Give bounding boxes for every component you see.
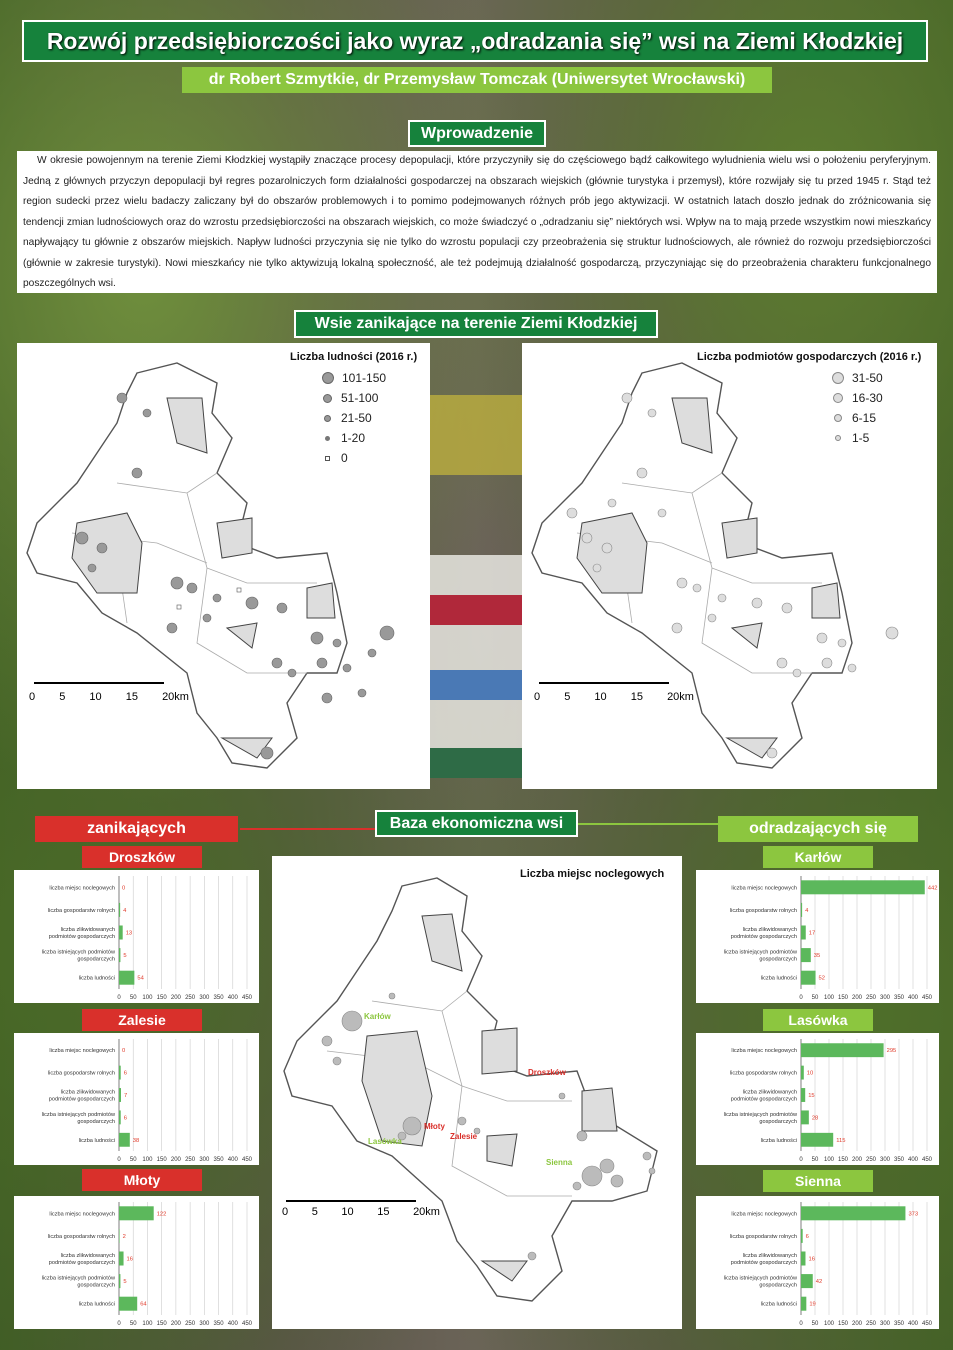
village-label-lasowka: Lasówka [368,1137,402,1146]
scale-label: 5 [59,691,66,703]
label-reviving-villages: odradzających się [718,816,918,842]
category-label: liczba ludności [78,1137,115,1144]
bar [801,1229,803,1243]
tick-label: 250 [185,995,196,1001]
chart-mloty [14,1196,259,1329]
legend-item [322,448,386,468]
scale-label: 20km [667,691,694,703]
chart-title-sienna: Sienna [763,1170,873,1192]
data-label: 2 [122,1233,126,1240]
tick-label: 350 [893,1321,905,1327]
village-label-droszkow: Droszków [528,1068,566,1077]
category-label: liczba istniejących podmiotów [723,1275,797,1282]
category-label: gospodarczych [77,1282,115,1289]
tick-label: 100 [142,1157,153,1163]
legend-label: 51-100 [341,391,379,405]
tick-label: 450 [921,995,933,1001]
bar [119,1088,121,1102]
category-label: podmiotów gospodarczych [730,934,797,940]
bar [119,903,120,917]
tick-label: 250 [185,1321,196,1327]
bar [119,1133,130,1147]
scale-label: 5 [564,691,571,703]
category-label: liczba zlikwidowanych [60,927,115,933]
tick-label: 50 [129,1321,137,1327]
bar [801,948,811,962]
category-label: liczba ludności [760,1301,797,1308]
tick-label: 400 [227,1321,238,1327]
category-label: liczba miejsc noclegowych [731,885,797,892]
map-businesses-legend [832,368,883,448]
tick-label: 200 [851,1321,863,1327]
legend-item [832,368,883,388]
tick-label: 400 [907,1157,919,1163]
scale-labels [534,691,694,703]
tick-label: 0 [117,1321,121,1327]
data-label: 54 [137,975,144,982]
poster-title: Rozwój przedsiębiorczości jako wyraz „odradzania się” wsi na Ziemi Kłodzkiej [22,20,928,62]
intro-heading: Wprowadzenie [408,120,546,147]
chart-zalesie [14,1033,259,1165]
map-accommodation [272,856,682,1329]
scale-labels [282,1206,440,1218]
tick-label: 100 [823,1157,835,1163]
tick-label: 200 [851,1157,863,1163]
chart-karlow [696,870,939,1003]
data-label: 15 [808,1093,815,1099]
legend-label: 1-5 [852,431,870,445]
chart-droszkow [14,870,259,1003]
tick-label: 0 [117,1157,121,1163]
map-accommodation-title: Liczba miejsc noclegowych [520,868,665,880]
tick-label: 150 [837,1157,849,1163]
tick-label: 150 [837,995,849,1001]
tick-label: 150 [156,1321,167,1327]
map-population [17,343,430,789]
data-label: 295 [886,1048,897,1055]
scale-label: 0 [282,1206,289,1218]
data-label: 52 [818,975,826,982]
tick-label: 450 [241,995,253,1001]
data-label: 10 [806,1070,814,1077]
data-label: 35 [813,953,821,960]
category-label: podmiotów gospodarczych [48,1096,115,1103]
category-label: liczba zlikwidowanych [60,1089,115,1096]
data-label: 42 [815,1279,823,1286]
legend-label: 31-50 [852,371,883,385]
tick-label: 450 [241,1157,253,1163]
tick-label: 250 [865,1321,877,1327]
village-label-mloty: Młoty [424,1122,445,1131]
map-population-title: Liczba ludności (2016 r.) [290,351,418,363]
legend-item [832,408,883,428]
data-label: 5 [123,1279,127,1286]
data-label: 19 [809,1301,816,1308]
category-label: liczba miejsc noclegowych [731,1048,797,1055]
data-label: 4 [805,907,809,914]
data-label: 5 [123,953,127,960]
trail-mark-white-3 [430,700,524,748]
category-label: liczba gospodarstw rolnych [47,1070,115,1077]
category-label: liczba ludności [760,1137,797,1144]
bar [801,1066,804,1080]
data-label: 13 [125,930,133,937]
category-label: liczba istniejących podmiotów [41,949,115,956]
category-label: liczba miejsc noclegowych [49,1048,115,1055]
legend-item [322,368,386,388]
scale-label: 10 [89,691,102,703]
scale-label: 10 [341,1206,354,1218]
category-label: liczba ludności [78,1301,115,1308]
tick-label: 100 [823,1321,835,1327]
data-label: 6 [123,1070,127,1077]
bar [119,1066,121,1080]
data-label: 122 [156,1211,167,1218]
map-businesses-title: Liczba podmiotów gospodarczych (2016 r.) [697,351,922,363]
map-accommodation-svg [272,856,682,1329]
trail-mark-blue [430,670,524,700]
scale-label: 15 [630,691,643,703]
tick-label: 50 [129,995,137,1001]
trail-mark-white [430,555,524,595]
tick-label: 200 [170,1321,181,1327]
category-label: liczba zlikwidowanych [742,927,797,933]
tick-label: 350 [213,1157,224,1163]
category-label: liczba miejsc noclegowych [731,1211,797,1218]
scale-label: 0 [29,691,36,703]
category-label: liczba zlikwidowanych [742,1253,797,1259]
tick-label: 0 [799,995,803,1001]
bar [801,903,802,917]
legend-item [322,408,386,428]
tick-label: 0 [799,1321,803,1327]
legend-label: 101-150 [342,371,387,385]
legend-label: 21-50 [341,411,372,425]
legend-item [832,428,883,448]
bar [119,1297,137,1311]
chart-title-lasowka: Lasówka [763,1009,873,1031]
tick-label: 0 [799,1157,803,1163]
category-label: liczba gospodarstw rolnych [47,907,115,914]
village-label-sienna: Sienna [546,1158,573,1167]
data-label: 38 [132,1137,140,1144]
category-label: gospodarczych [759,1118,797,1125]
chart-title-zalesie: Zalesie [82,1009,202,1031]
data-label: 0 [122,885,126,892]
legend-item [832,388,883,408]
bar [801,925,806,939]
tick-label: 100 [142,1321,153,1327]
tick-label: 200 [851,995,863,1001]
data-label: 4 [123,907,127,914]
tick-label: 400 [227,1157,238,1163]
bar [801,1133,833,1147]
tick-label: 350 [893,1157,905,1163]
tick-label: 250 [865,1157,877,1163]
scale-label: 20km [162,691,189,703]
chart-lasowka [696,1033,939,1165]
tick-label: 0 [117,995,121,1001]
tick-label: 450 [241,1321,253,1327]
tick-label: 50 [129,1157,137,1163]
category-label: liczba miejsc noclegowych [49,1211,115,1218]
bar [801,880,925,894]
legend-label: 1-20 [341,431,366,445]
tick-label: 150 [156,1157,167,1163]
category-label: gospodarczych [759,956,797,963]
map-population-legend [322,368,386,468]
category-label: gospodarczych [759,1282,797,1289]
data-label: 442 [927,885,938,892]
category-label: liczba gospodarstw rolnych [729,1070,797,1077]
tick-label: 350 [213,1321,224,1327]
tick-label: 300 [879,1157,891,1163]
category-label: liczba miejsc noclegowych [49,885,115,892]
bar [119,1274,120,1288]
category-label: liczba zlikwidowanych [60,1253,115,1259]
tick-label: 350 [213,995,224,1001]
bar [801,1274,813,1288]
scale-label: 10 [594,691,607,703]
data-label: 64 [140,1301,147,1308]
bar [119,948,120,962]
tick-label: 200 [170,1157,181,1163]
scale-labels [29,691,189,703]
scale-label: 15 [377,1206,390,1218]
econ-heading: Baza ekonomiczna wsi [375,810,578,837]
tick-label: 250 [185,1157,196,1163]
map-businesses [522,343,937,789]
category-label: gospodarczych [77,956,115,963]
legend-item [322,388,386,408]
data-label: 373 [908,1211,919,1218]
legend-label: 0 [341,451,348,465]
maps-heading: Wsie zanikające na terenie Ziemi Kłodzkiej [294,310,658,338]
bar [801,1206,905,1220]
tick-label: 400 [907,995,919,1001]
scale-label: 5 [311,1206,318,1218]
bar [801,971,816,985]
category-label: podmiotów gospodarczych [48,1260,115,1266]
tick-label: 300 [879,995,891,1001]
category-label: liczba istniejących podmiotów [723,1111,797,1118]
connector-red [240,828,380,830]
category-label: gospodarczych [77,1118,115,1125]
category-label: liczba gospodarstw rolnych [47,1233,115,1240]
tick-label: 150 [156,995,167,1001]
tick-label: 150 [837,1321,849,1327]
tick-label: 400 [227,995,238,1001]
category-label: liczba istniejących podmiotów [41,1275,115,1282]
bar [119,925,123,939]
tick-label: 100 [823,995,835,1001]
connector-green [578,823,718,825]
category-label: podmiotów gospodarczych [730,1260,797,1266]
scale-label: 0 [534,691,541,703]
tick-label: 350 [893,995,905,1001]
trail-mark-green [430,748,524,778]
data-label: 17 [808,930,816,937]
tick-label: 300 [199,995,210,1001]
tick-label: 50 [811,1321,819,1327]
data-label: 16 [808,1256,815,1263]
bar [119,971,134,985]
chart-sienna [696,1196,939,1329]
tick-label: 100 [142,995,153,1001]
bar [119,1206,154,1220]
chart-title-mloty: Młoty [82,1169,202,1191]
category-label: podmiotów gospodarczych [48,934,115,940]
legend-label: 16-30 [852,391,883,405]
category-label: liczba gospodarstw rolnych [729,1233,797,1240]
category-label: liczba istniejących podmiotów [723,949,797,956]
intro-text: W okresie powojennym na terenie Ziemi Kłodzkiej wystąpiły znaczące procesy depopulacji, które przyczyniły się do częściowego bądź całkowitego wyludnienia wielu wsi o położeniu peryferyjnym. Jedną z głównych przyczyn depopulacji był regres pozarolniczych form działalności gospodarczej na obszarach wiejskich (głównie turystyka i przemysł), które rozwijały się tu przed 1945 r. Stąd też region sudecki przez wielu badaczy zaliczany był do obszarów problemowych i to pomimo podejmowanych różnych prób jego aktywizacji. W ostatnich latach doszło jednak do zróżnicowania się tendencji zmian ludnościowych oraz do wzrostu przedsiębiorczości na obszarach wiejskich, co może świadczyć o „odradzaniu się” niektórych wsi. Wpływ na to mają przede wszystkim nowi mieszkańcy napływający tu głównie z obszarów miejskich. Napływ ludności przyczynia się nie tylko do wzrostu populacji czy przeobrażenia się struktur ludnościowych, ale również do rozwoju przedsiębiorczości (głównie w zakresie turystyki). Nowi mieszkańcy nie tylko aktywizują lokalną społeczność, ale też podejmują działalność gospodarczą, przyczyniając się do przeobrażenia charakteru funkcjonalnego poszczególnych wsi. [17,151,937,293]
authors: dr Robert Szmytkie, dr Przemysław Tomczak (Uniwersytet Wrocławski) [182,67,772,93]
data-label: 28 [811,1115,819,1122]
tick-label: 300 [199,1321,210,1327]
tick-label: 200 [170,995,181,1001]
category-label: liczba gospodarstw rolnych [729,907,797,914]
village-label-zalesie: Zalesie [450,1132,478,1141]
data-label: 6 [123,1115,127,1122]
trail-mark-yellow [430,395,524,475]
bar [801,1110,809,1124]
bar [119,1251,124,1265]
bar [801,1043,884,1057]
bar [119,1229,120,1243]
tick-label: 400 [907,1321,919,1327]
scale-label: 20km [413,1206,440,1218]
trail-mark-red [430,595,524,625]
label-dying-villages: zanikających [35,816,238,842]
bar [119,1110,121,1124]
tick-label: 50 [811,1157,819,1163]
tick-label: 300 [199,1157,210,1163]
data-label: 7 [123,1093,128,1099]
data-label: 6 [805,1233,809,1240]
category-label: liczba ludności [760,975,797,982]
bar [801,1251,805,1265]
tick-label: 300 [879,1321,891,1327]
category-label: liczba istniejących podmiotów [41,1111,115,1118]
chart-title-karlow: Karłów [763,846,873,868]
scale-label: 15 [125,691,138,703]
legend-item [322,428,386,448]
bar [801,1088,805,1102]
category-label: podmiotów gospodarczych [730,1096,797,1103]
tick-label: 50 [811,995,819,1001]
category-label: liczba zlikwidowanych [742,1089,797,1096]
tick-label: 450 [921,1321,933,1327]
tick-label: 250 [865,995,877,1001]
bar [801,1297,806,1311]
trail-mark-white-2 [430,625,524,670]
village-label-karlow: Karłów [364,1012,391,1021]
category-label: liczba ludności [78,975,115,982]
data-label: 115 [836,1137,846,1144]
data-label: 0 [122,1048,126,1055]
chart-title-droszkow: Droszków [82,846,202,868]
legend-label: 6-15 [852,411,877,425]
data-label: 16 [126,1256,134,1263]
tick-label: 450 [921,1157,933,1163]
